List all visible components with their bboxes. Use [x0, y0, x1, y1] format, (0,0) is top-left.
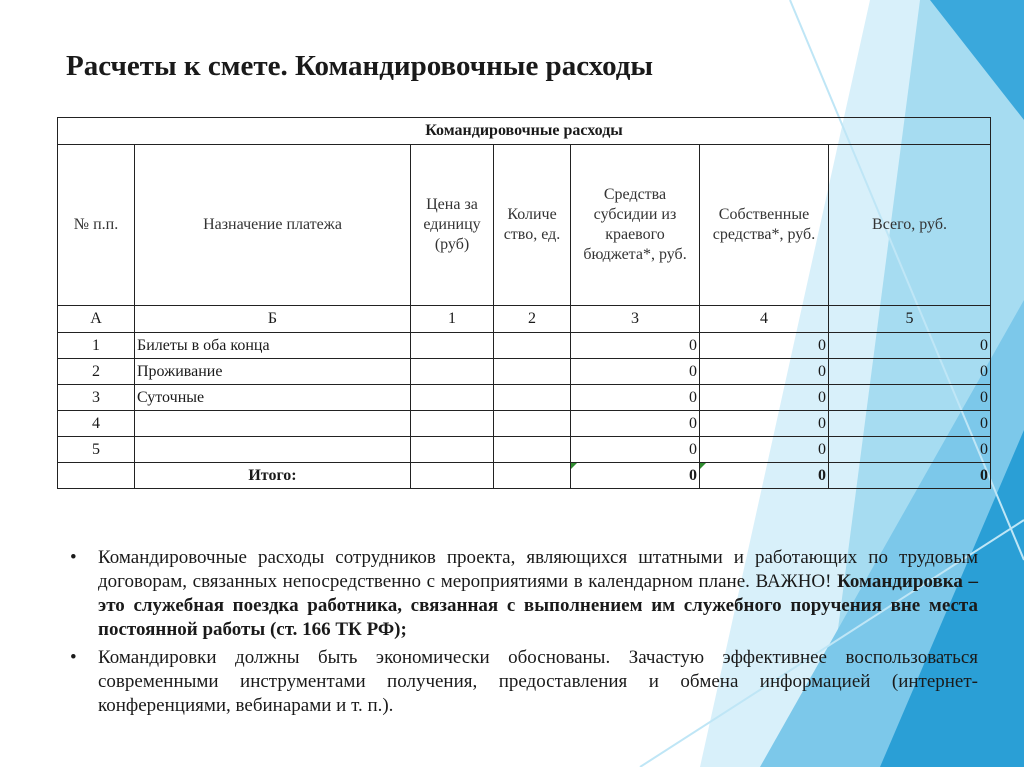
- row-subsidy: 0: [571, 359, 700, 385]
- row-num: 2: [58, 359, 135, 385]
- row-price: [411, 359, 494, 385]
- row-num: 1: [58, 333, 135, 359]
- row-name: Билеты в оба конца: [135, 333, 411, 359]
- header-num: № п.п.: [58, 145, 135, 306]
- header-subsidy: Средства субсидии из краевого бюджета*, руб.: [571, 145, 700, 306]
- total-own: 0: [700, 463, 829, 489]
- row-num: 3: [58, 385, 135, 411]
- header-total: Всего, руб.: [829, 145, 991, 306]
- index-cell: 4: [700, 306, 829, 333]
- bullet-marker: •: [70, 647, 77, 668]
- total-row: [58, 463, 991, 489]
- table-row: [58, 411, 991, 437]
- row-own: 0: [700, 437, 829, 463]
- header-quantity: Количе ство, ед.: [494, 145, 571, 306]
- note-text: Командировки должны быть экономически обоснованы. Зачастую эффективнее воспользоваться современными инструментами получения, предоставления и обмена информацией (интернет-конференциями, вебинарами и т. п.).: [98, 647, 978, 716]
- row-qty: [494, 359, 571, 385]
- row-num: 5: [58, 437, 135, 463]
- total-qty: [494, 463, 571, 489]
- table-row: [58, 385, 991, 411]
- row-price: [411, 411, 494, 437]
- header-purpose: Назначение платежа: [135, 145, 411, 306]
- travel-expenses-table: [57, 117, 991, 489]
- row-num: 4: [58, 411, 135, 437]
- total-sum: 0: [829, 463, 991, 489]
- index-cell: 3: [571, 306, 700, 333]
- row-subsidy: 0: [571, 411, 700, 437]
- row-own: 0: [700, 411, 829, 437]
- row-total: 0: [829, 359, 991, 385]
- row-total: 0: [829, 385, 991, 411]
- page-title: Расчеты к смете. Командировочные расходы: [66, 50, 654, 82]
- total-subsidy: 0: [571, 463, 700, 489]
- bullet-marker: •: [70, 547, 77, 568]
- total-label: Итого:: [135, 463, 411, 489]
- row-price: [411, 385, 494, 411]
- table-row: [58, 333, 991, 359]
- note-item: [70, 646, 978, 718]
- row-qty: [494, 411, 571, 437]
- table-row: [58, 437, 991, 463]
- row-own: 0: [700, 385, 829, 411]
- index-cell: 2: [494, 306, 571, 333]
- total-empty-cell: [58, 463, 135, 489]
- row-total: 0: [829, 437, 991, 463]
- row-total: 0: [829, 411, 991, 437]
- row-subsidy: 0: [571, 333, 700, 359]
- header-row: [58, 145, 991, 306]
- row-subsidy: 0: [571, 437, 700, 463]
- row-qty: [494, 437, 571, 463]
- row-qty: [494, 333, 571, 359]
- index-row: [58, 306, 991, 333]
- note-text-bold: Командировка – это служебная поездка работника, связанная с выполнением им служебного поручения вне места постоянной работы (ст. 166 ТК РФ);: [98, 571, 978, 640]
- row-subsidy: 0: [571, 385, 700, 411]
- row-qty: [494, 385, 571, 411]
- row-name: [135, 411, 411, 437]
- row-name: [135, 437, 411, 463]
- index-cell: А: [58, 306, 135, 333]
- row-price: [411, 333, 494, 359]
- header-price: Цена за единицу (руб): [411, 145, 494, 306]
- total-price: [411, 463, 494, 489]
- row-name: Проживание: [135, 359, 411, 385]
- note-item: [70, 546, 978, 642]
- index-cell: Б: [135, 306, 411, 333]
- table-caption: Командировочные расходы: [58, 118, 991, 145]
- header-own-funds: Собственные средства*, руб.: [700, 145, 829, 306]
- table-row: [58, 359, 991, 385]
- notes-list: [70, 546, 978, 722]
- row-own: 0: [700, 333, 829, 359]
- row-total: 0: [829, 333, 991, 359]
- index-cell: 1: [411, 306, 494, 333]
- row-price: [411, 437, 494, 463]
- note-text: Командировочные расходы сотрудников проекта, являющихся штатными и работающих по трудовым договорам, связанных непосредственно с мероприятиями в календарном плане. ВАЖНО!: [98, 547, 978, 592]
- index-cell: 5: [829, 306, 991, 333]
- row-name: Суточные: [135, 385, 411, 411]
- row-own: 0: [700, 359, 829, 385]
